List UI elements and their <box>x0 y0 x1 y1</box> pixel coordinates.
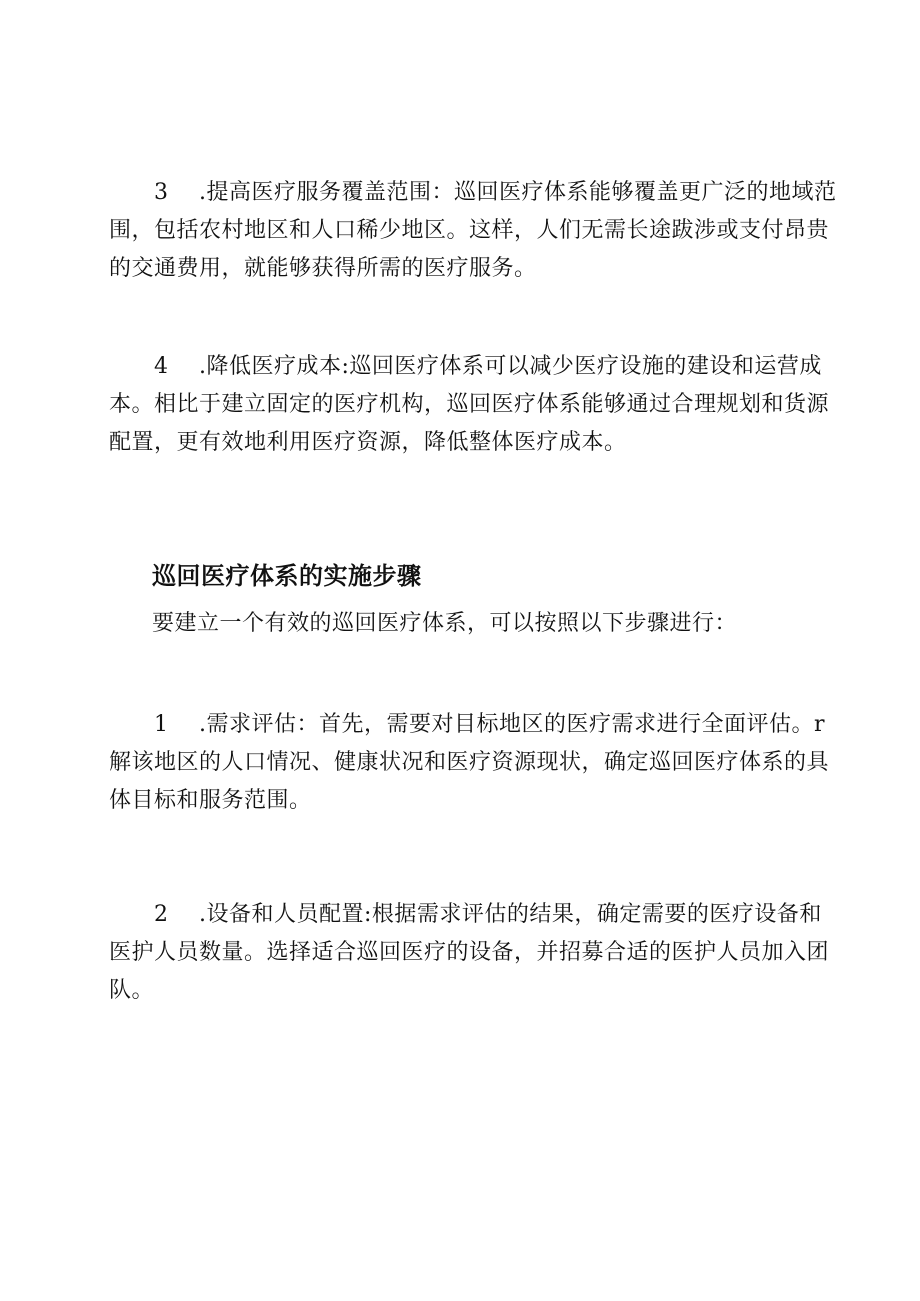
step-number: 2 <box>154 902 169 927</box>
paragraph-item-3 <box>109 174 839 288</box>
item-text: .提高医疗服务覆盖范围：巡回医疗体系能够覆盖更广泛的地域范围，包括农村地区和人口稀少地区。这样，人们无需长途跋涉或支付昂贵的交通费用，就能够获得所需的医疗服务。 <box>109 180 837 281</box>
item-number: 3 <box>154 180 169 205</box>
section-intro: 要建立一个有效的巡回医疗体系，可以按照以下步骤进行： <box>152 611 738 636</box>
item-text: .降低医疗成本:巡回医疗体系可以减少医疗设施的建设和运营成本。相比于建立固定的医疗机构，巡回医疗体系能够通过合理规划和货源配置，更有效地利用医疗资源，降低整体医疗成本。 <box>109 354 830 455</box>
step-text: .设备和人员配置:根据需求评估的结果，确定需要的医疗设备和医护人员数量。选择适合巡回医疗的设备，并招募合适的医护人员加入团队。 <box>109 902 830 1003</box>
paragraph-item-4 <box>109 348 839 462</box>
step-text: .需求评估：首先，需要对目标地区的医疗需求进行全面评估。r解该地区的人口情况、健康状况和医疗资源现状，确定巡回医疗体系的具体目标和服务范围。 <box>109 712 830 813</box>
section-heading: 巡回医疗体系的实施步骤 <box>152 562 422 590</box>
step-number: 1 <box>154 712 169 737</box>
paragraph-step-1 <box>109 706 839 820</box>
paragraph-step-2 <box>109 896 839 1010</box>
item-number: 4 <box>154 354 169 379</box>
